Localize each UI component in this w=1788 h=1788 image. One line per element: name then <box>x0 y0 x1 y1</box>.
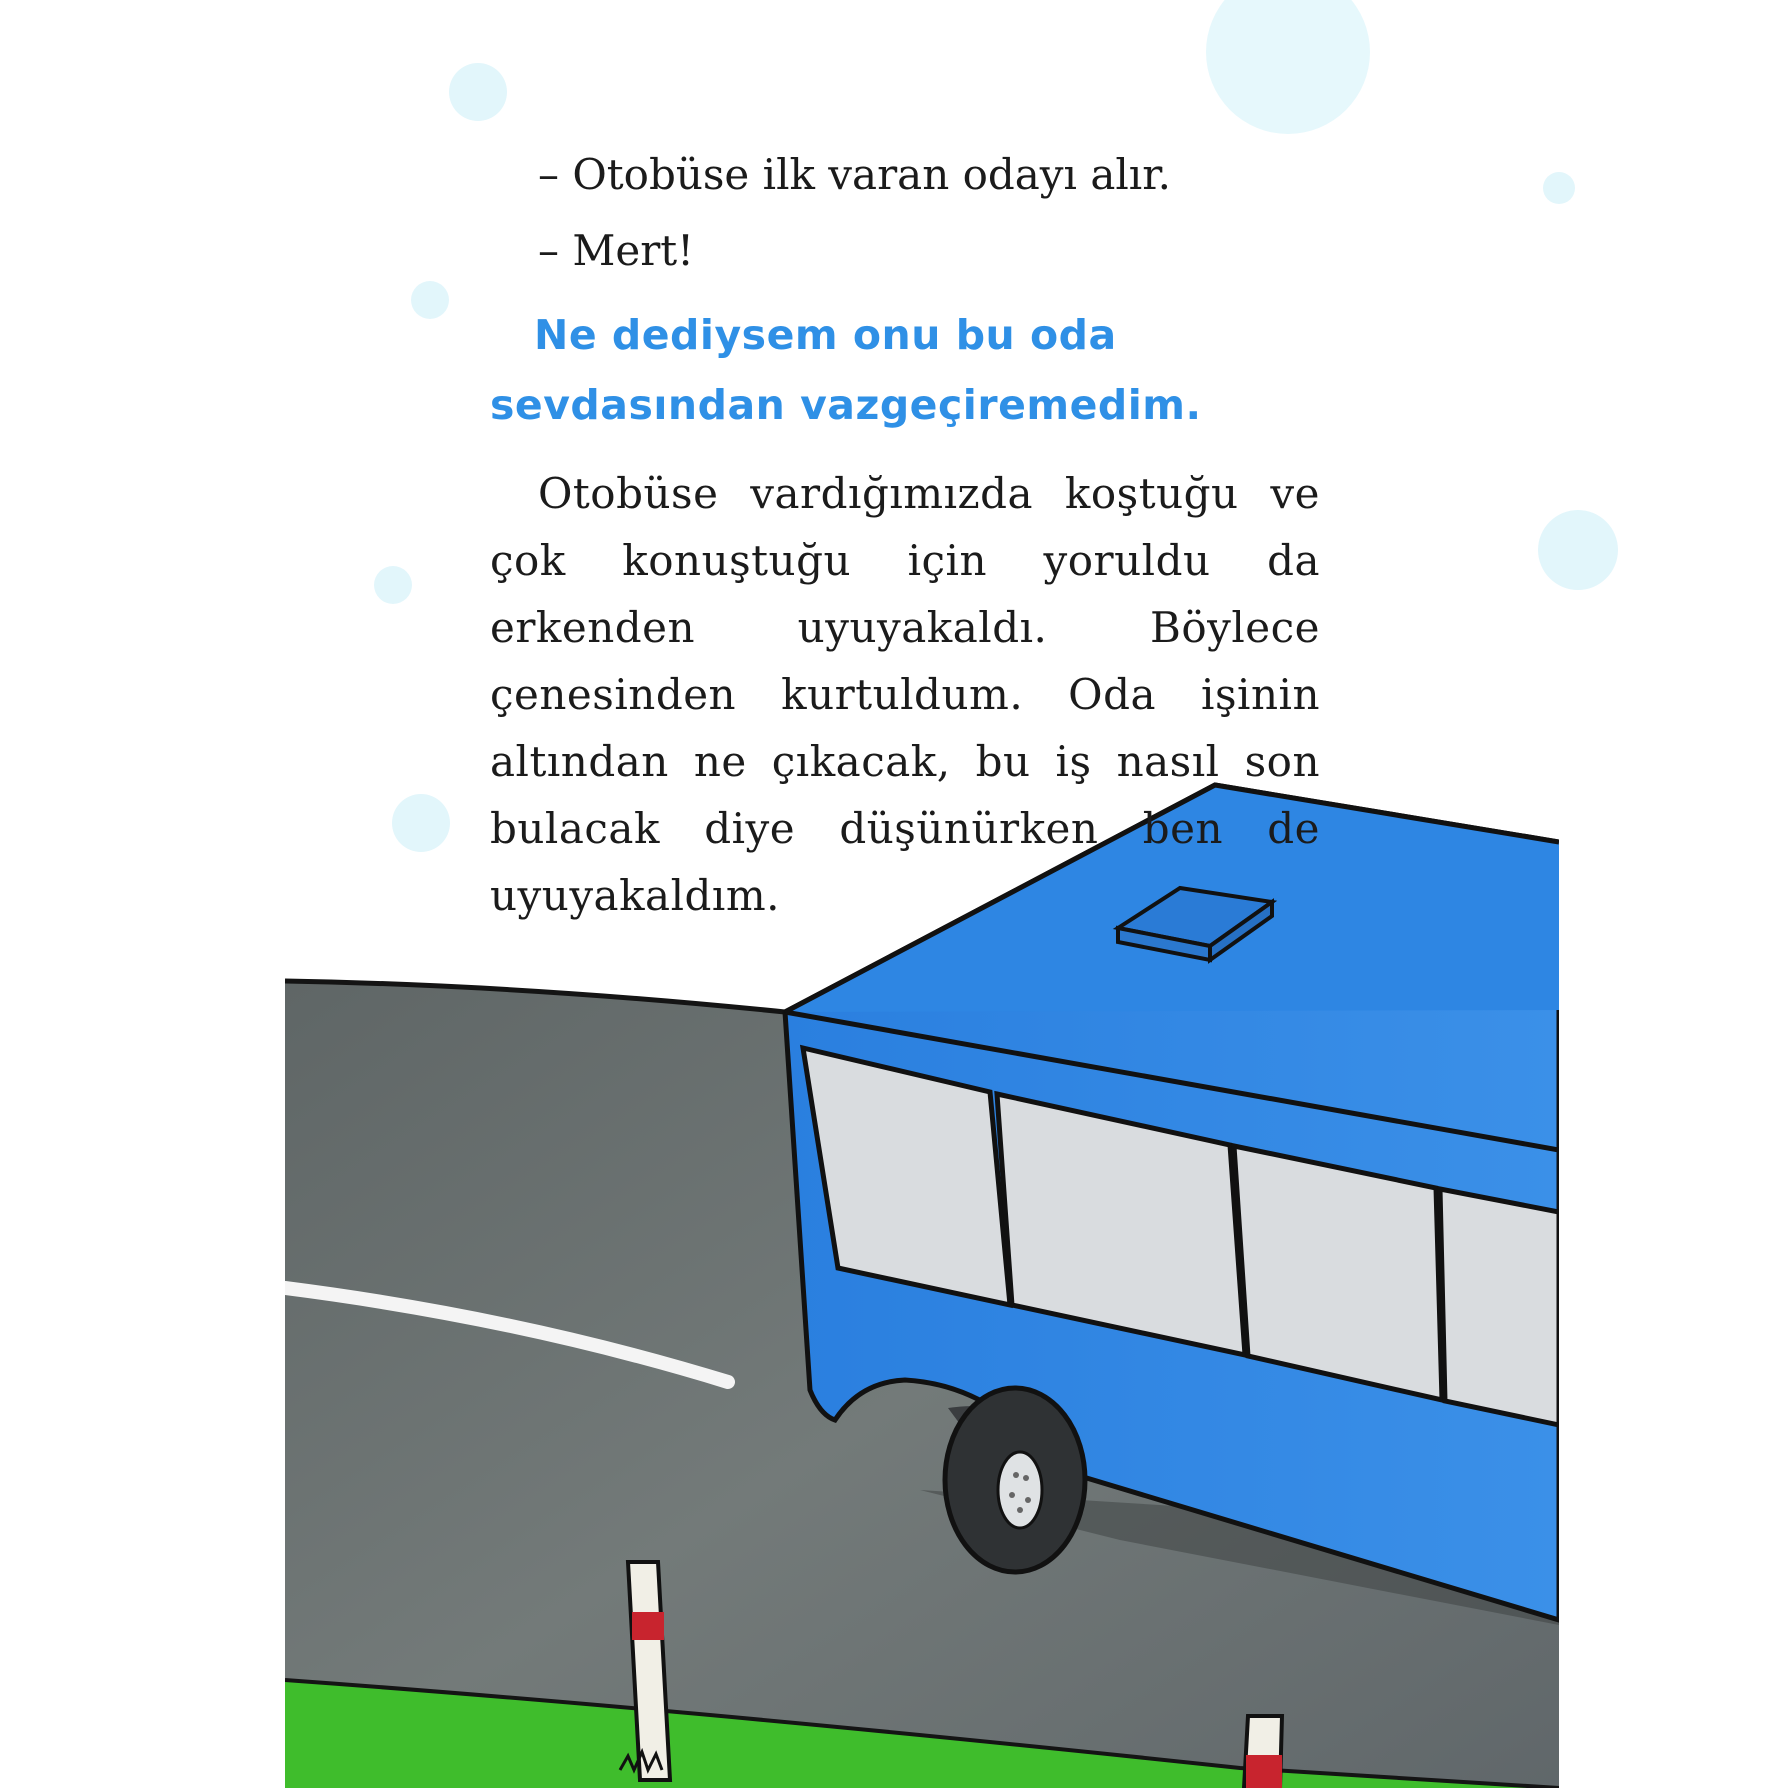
bubble <box>1543 172 1575 204</box>
bubble <box>392 794 450 852</box>
bubble <box>1206 0 1370 134</box>
text-block <box>490 150 1320 929</box>
bus-wheel <box>945 1388 1085 1572</box>
bubble <box>374 566 412 604</box>
bubble <box>1538 510 1618 590</box>
window <box>1440 1189 1559 1425</box>
bubble <box>411 281 449 319</box>
bubble <box>449 63 507 121</box>
highlight-text: Ne dediysem onu bu oda sevdasından vazgeçiremedim. <box>490 311 1202 429</box>
dialogue-line: – Mert! <box>538 226 695 275</box>
window <box>1234 1146 1442 1400</box>
dialogue-line: – Otobüse ilk varan odayı alır. <box>538 150 1172 199</box>
delineator-post <box>1244 1716 1282 1788</box>
body-paragraph: Otobüse vardığımızda koştuğu ve çok konuştuğu için yoruldu da erkenden uyuyakaldı. Böylece çenesinden kurtuldum. Oda işinin altından ne çıkacak, bu iş nasıl son bulacak diye düşünürken ben de uyuyakaldım. <box>490 469 1320 920</box>
